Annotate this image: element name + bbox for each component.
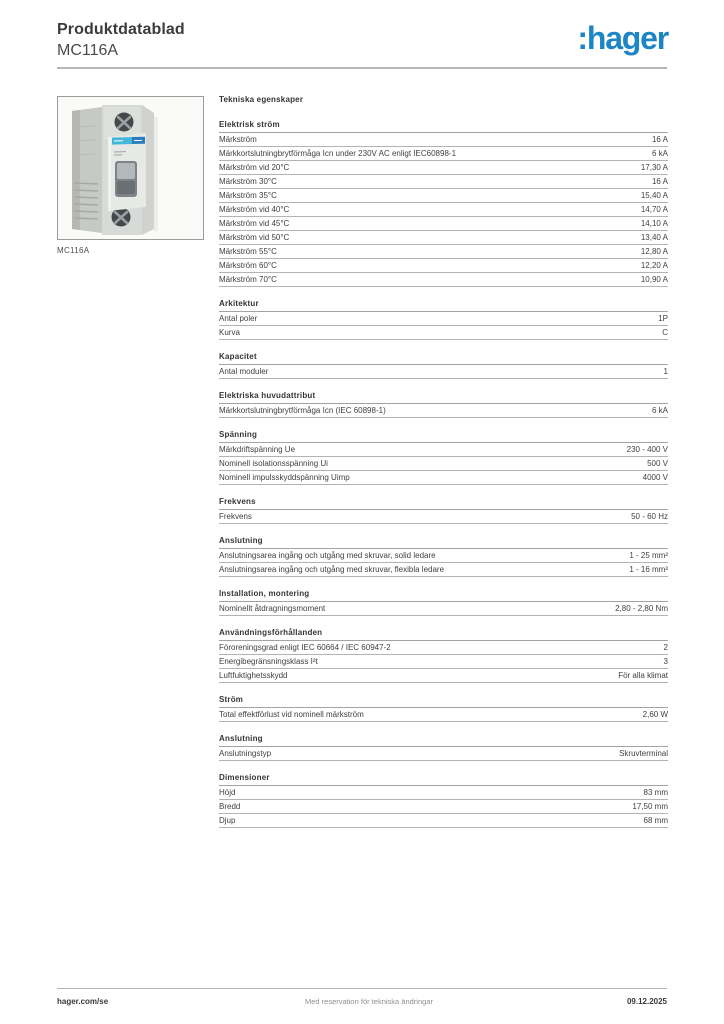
spec-value: 15,40 A xyxy=(640,191,668,200)
hager-logo: :hager xyxy=(577,20,668,56)
spec-value: 17,50 mm xyxy=(632,802,668,811)
spec-value: 1 - 16 mm² xyxy=(629,565,668,574)
spec-label: Nominell impulsskyddspänning Uimp xyxy=(219,473,350,482)
spec-value: 6 kA xyxy=(651,406,668,415)
spec-section xyxy=(219,391,668,418)
footer-disclaimer: Med reservation för tekniska ändringar xyxy=(305,997,433,1006)
spec-value: 50 - 60 Hz xyxy=(631,512,668,521)
spec-row xyxy=(219,747,668,761)
spec-value: 16 A xyxy=(651,135,668,144)
spec-label: Märkström 70°C xyxy=(219,275,277,284)
spec-row xyxy=(219,175,668,189)
spec-row xyxy=(219,471,668,485)
spec-value: 1 xyxy=(663,367,668,376)
spec-row xyxy=(219,326,668,340)
spec-label: Märkström vid 20°C xyxy=(219,163,290,172)
spec-label: Nominellt åtdragningsmoment xyxy=(219,604,326,613)
spec-row xyxy=(219,655,668,669)
spec-value: 1 - 25 mm² xyxy=(629,551,668,560)
spec-value: 2 xyxy=(663,643,668,652)
product-reference: MC116A xyxy=(57,42,119,59)
spec-row xyxy=(219,800,668,814)
spec-section-title: Anslutning xyxy=(219,536,668,549)
spec-row xyxy=(219,641,668,655)
spec-section-title: Arkitektur xyxy=(219,299,668,312)
spec-section xyxy=(219,773,668,828)
footer-divider xyxy=(57,988,667,989)
product-image-frame xyxy=(57,96,204,240)
spec-row xyxy=(219,510,668,524)
spec-row xyxy=(219,708,668,722)
spec-table xyxy=(219,95,668,840)
spec-label: Märkström 60°C xyxy=(219,261,277,270)
spec-row xyxy=(219,133,668,147)
spec-value: 13,40 A xyxy=(640,233,668,242)
spec-label: Total effektförlust vid nominell märkström xyxy=(219,710,364,719)
spec-section-title: Kapacitet xyxy=(219,352,668,365)
spec-row xyxy=(219,245,668,259)
spec-row xyxy=(219,217,668,231)
spec-section xyxy=(219,536,668,577)
spec-row xyxy=(219,161,668,175)
spec-row xyxy=(219,259,668,273)
spec-label: Märkström xyxy=(219,135,257,144)
spec-row xyxy=(219,602,668,616)
spec-row xyxy=(219,814,668,828)
spec-section-title: Installation, montering xyxy=(219,589,668,602)
spec-value: 4000 V xyxy=(642,473,668,482)
spec-value: 230 - 400 V xyxy=(626,445,668,454)
spec-section xyxy=(219,734,668,761)
spec-label: Luftfuktighetsskydd xyxy=(219,671,288,680)
spec-label: Märkström vid 45°C xyxy=(219,219,290,228)
spec-value: 1P xyxy=(658,314,668,323)
spec-row xyxy=(219,312,668,326)
spec-label: Anslutningsarea ingång och utgång med skruvar, solid ledare xyxy=(219,551,436,560)
spec-label: Anslutningsarea ingång och utgång med skruvar, flexibla ledare xyxy=(219,565,445,574)
spec-section xyxy=(219,628,668,683)
spec-value: 14,70 A xyxy=(640,205,668,214)
page-title: Produktdatablad xyxy=(57,21,185,38)
spec-section xyxy=(219,589,668,616)
spec-label: Frekvens xyxy=(219,512,252,521)
spec-value: 12,20 A xyxy=(640,261,668,270)
spec-section-title: Elektriska huvudattribut xyxy=(219,391,668,404)
footer-date: 09.12.2025 xyxy=(626,997,667,1006)
spec-label: Föroreningsgrad enligt IEC 60664 / IEC 60947-2 xyxy=(219,643,391,652)
spec-label: Märkström 55°C xyxy=(219,247,277,256)
spec-row xyxy=(219,365,668,379)
footer-site-link[interactable]: hager.com/se xyxy=(57,997,109,1006)
spec-section xyxy=(219,430,668,485)
spec-value: 16 A xyxy=(651,177,668,186)
spec-section-title: Användningsförhållanden xyxy=(219,628,668,641)
spec-row xyxy=(219,669,668,683)
spec-value: 6 kA xyxy=(651,149,668,158)
spec-label: Märkström vid 50°C xyxy=(219,233,290,242)
spec-row xyxy=(219,231,668,245)
spec-section-title: Frekvens xyxy=(219,497,668,510)
spec-label: Nominell isolationsspänning Ui xyxy=(219,459,328,468)
spec-value: 2,80 - 2,80 Nm xyxy=(615,604,668,613)
spec-label: Antal poler xyxy=(219,314,258,323)
spec-section-title: Elektrisk ström xyxy=(219,120,668,133)
spec-value: C xyxy=(662,328,668,337)
spec-value: 14,10 A xyxy=(640,219,668,228)
spec-row xyxy=(219,457,668,471)
spec-label: Djup xyxy=(219,816,236,825)
spec-value: 83 mm xyxy=(643,788,668,797)
spec-value: Skruvterminal xyxy=(619,749,668,758)
spec-row xyxy=(219,549,668,563)
spec-section-title: Anslutning xyxy=(219,734,668,747)
spec-value: För alla klimat xyxy=(618,671,668,680)
spec-value: 17,30 A xyxy=(640,163,668,172)
spec-label: Märkkortslutningbrytförmåga Icn under 230V AC enligt IEC60898-1 xyxy=(219,149,457,158)
spec-value: 10,90 A xyxy=(640,275,668,284)
spec-row xyxy=(219,443,668,457)
spec-row xyxy=(219,273,668,287)
spec-section xyxy=(219,352,668,379)
spec-row xyxy=(219,203,668,217)
spec-label: Märkdriftspänning Ue xyxy=(219,445,296,454)
spec-label: Märkström vid 40°C xyxy=(219,205,290,214)
spec-row xyxy=(219,404,668,418)
spec-label: Märkkortslutningbrytförmåga Icn (IEC 60898-1) xyxy=(219,406,386,415)
spec-value: 12,80 A xyxy=(640,247,668,256)
circuit-breaker-photo xyxy=(58,97,203,239)
spec-row xyxy=(219,563,668,577)
spec-row xyxy=(219,147,668,161)
spec-row xyxy=(219,189,668,203)
spec-section-title: Dimensioner xyxy=(219,773,668,786)
spec-label: Kurva xyxy=(219,328,240,337)
spec-label: Anslutningstyp xyxy=(219,749,272,758)
spec-row xyxy=(219,786,668,800)
spec-value: 500 V xyxy=(647,459,668,468)
spec-label: Höjd xyxy=(219,788,236,797)
spec-value: 3 xyxy=(663,657,668,666)
spec-section-title: Ström xyxy=(219,695,668,708)
spec-sections xyxy=(219,120,668,828)
spec-label: Energibegränsningsklass I²t xyxy=(219,657,318,666)
spec-section xyxy=(219,120,668,287)
spec-section xyxy=(219,299,668,340)
spec-table-heading: Tekniska egenskaper xyxy=(219,95,304,104)
spec-label: Märkström 30°C xyxy=(219,177,277,186)
spec-label: Märkström 35°C xyxy=(219,191,277,200)
spec-section-title: Spänning xyxy=(219,430,668,443)
spec-section xyxy=(219,695,668,722)
spec-label: Bredd xyxy=(219,802,241,811)
header-divider xyxy=(57,67,667,69)
spec-label: Antal moduler xyxy=(219,367,269,376)
spec-value: 2,60 W xyxy=(642,710,668,719)
spec-section xyxy=(219,497,668,524)
product-image-caption: MC116A xyxy=(57,246,90,255)
spec-value: 68 mm xyxy=(643,816,668,825)
